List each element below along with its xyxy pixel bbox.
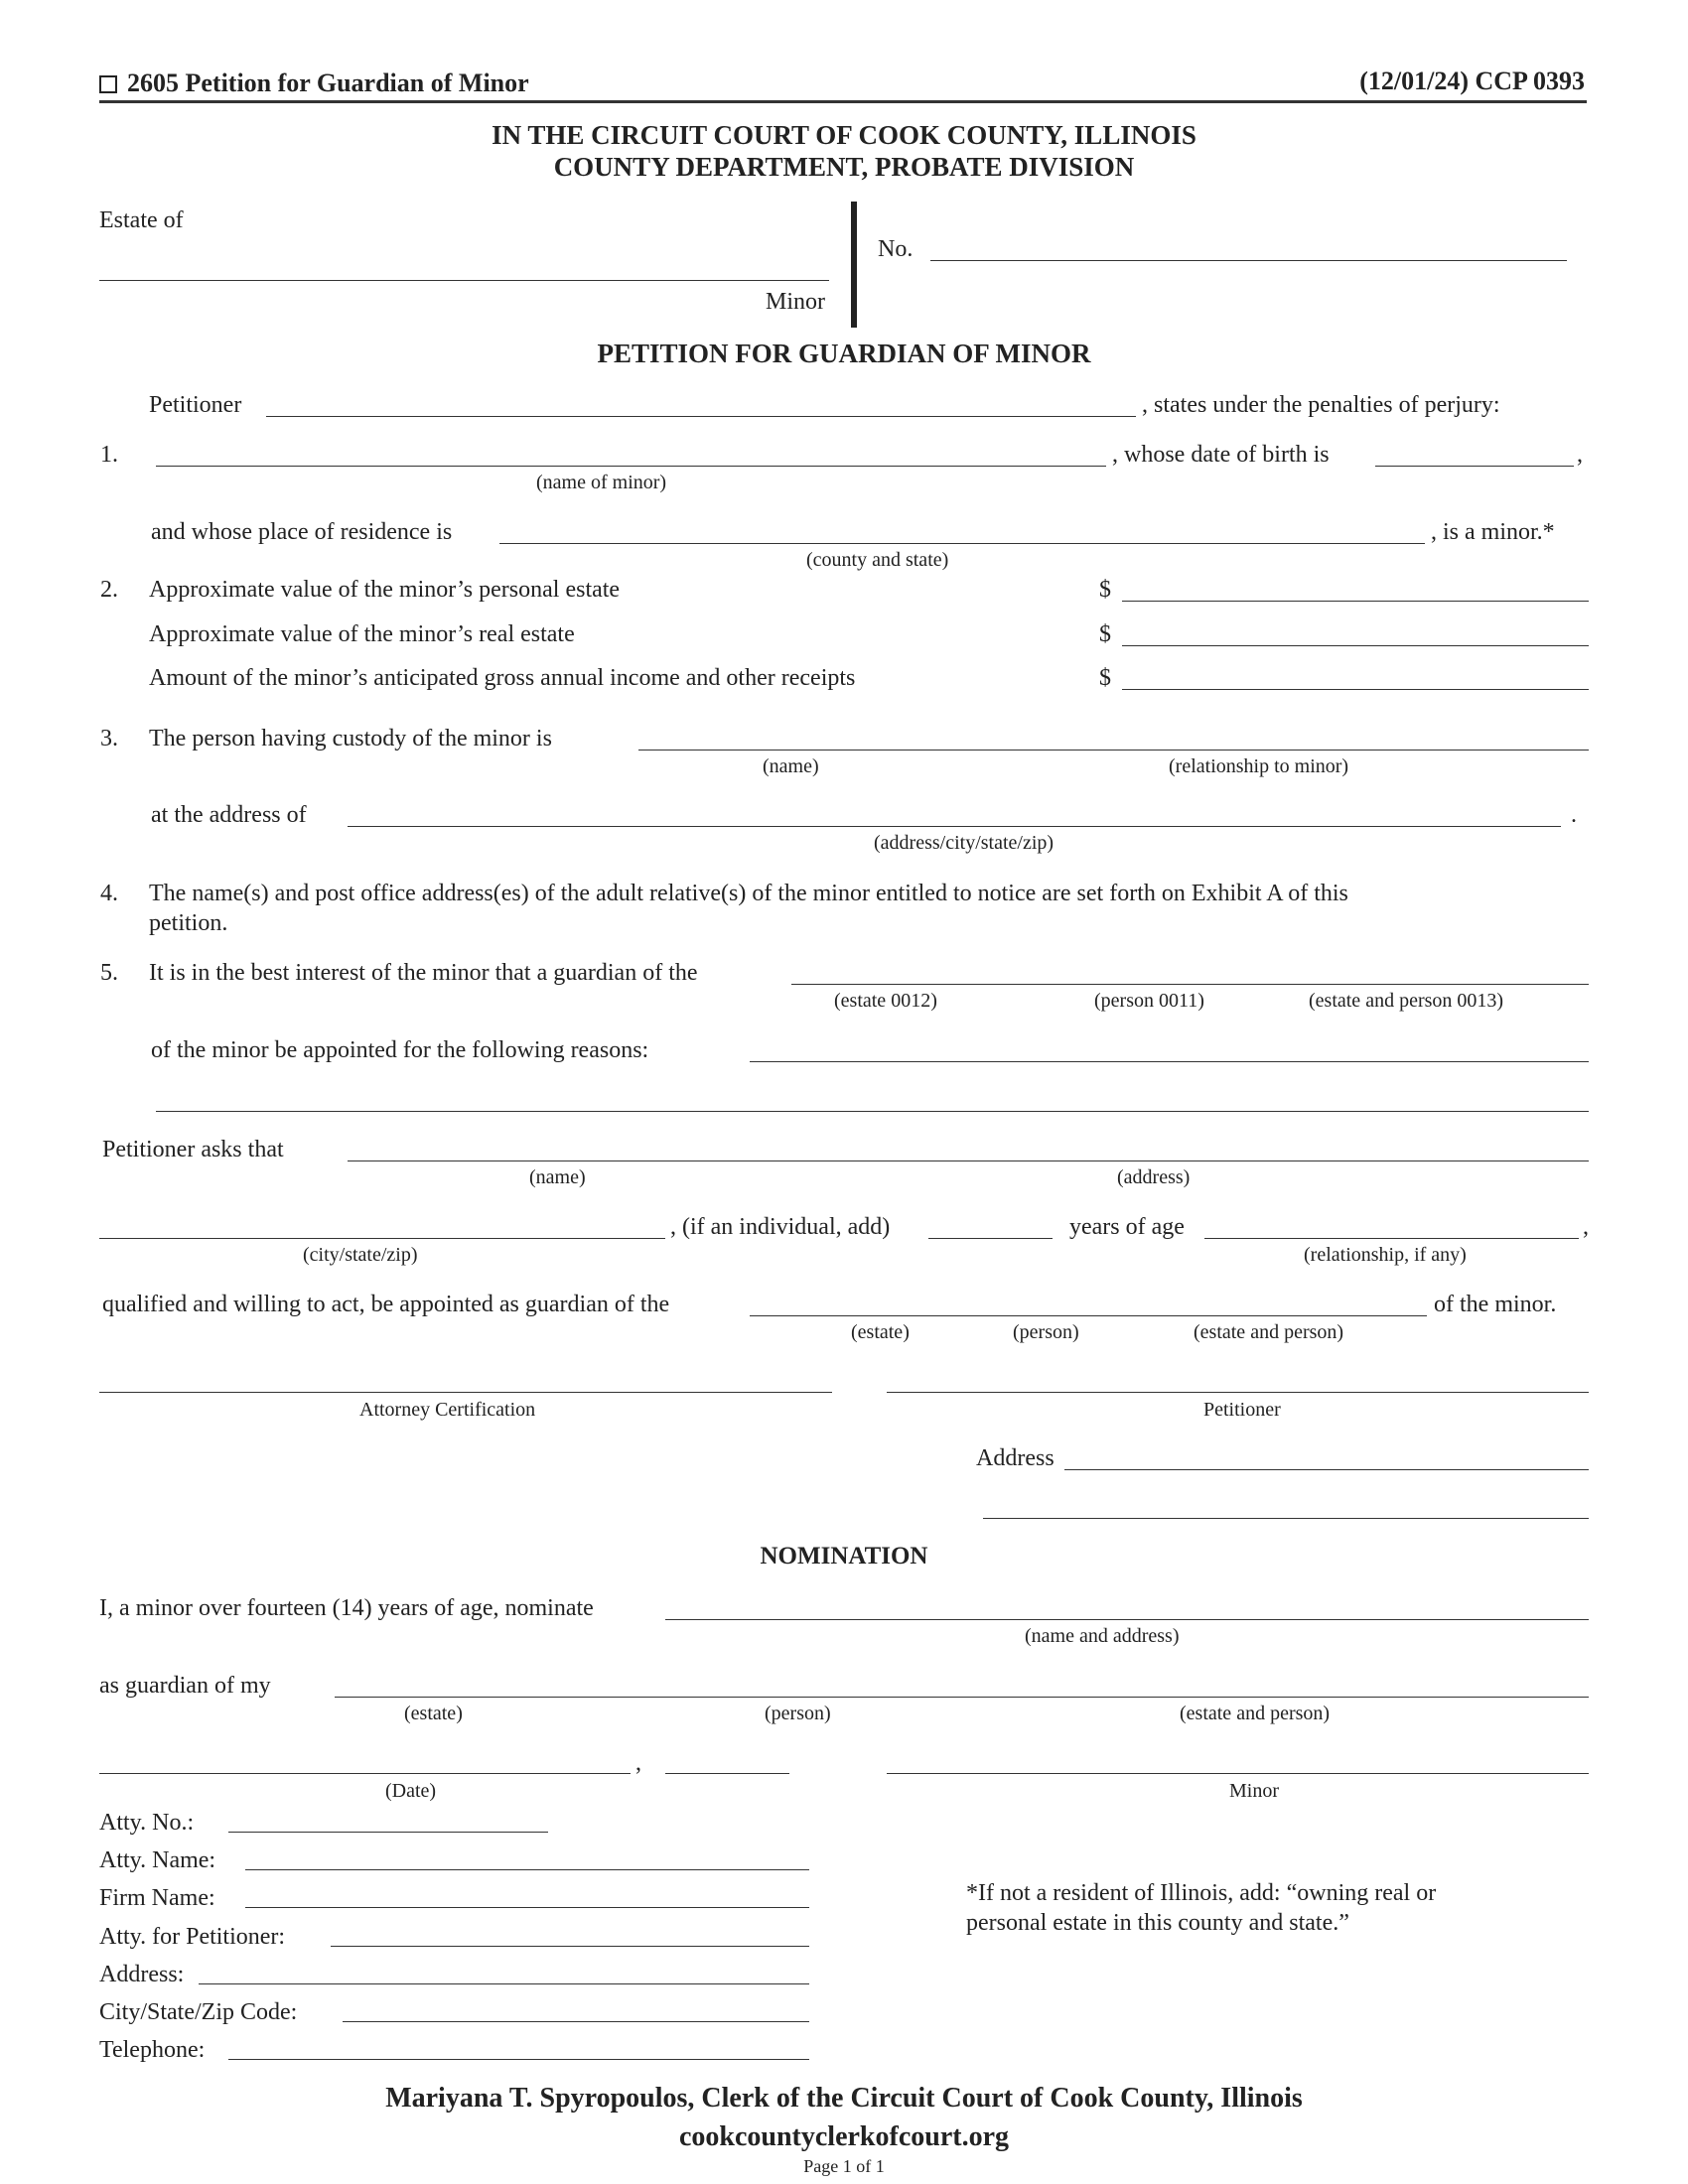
form-title [99,69,529,97]
option-person-0011: (person 0011) [1094,990,1204,1012]
reasons-label: of the minor be appointed for the following reasons: [151,1037,649,1063]
atty-no-label: Atty. No.: [99,1810,195,1836]
caption-divider [851,202,857,328]
nomination-option-estate: (estate) [404,1703,463,1724]
attorney-certification-caption: Attorney Certification [359,1399,536,1421]
nomination-option-person: (person) [765,1703,831,1724]
relationship-caption: (relationship, if any) [1304,1244,1467,1266]
years-of-age-label: years of age [1069,1214,1185,1240]
option-estate-person-0013: (estate and person 0013) [1309,990,1504,1012]
custodian-address-field[interactable] [348,826,1561,827]
atty-no-field[interactable] [228,1832,548,1833]
best-interest-label: It is in the best interest of the minor that a guardian of the [149,960,698,986]
appoint-option-estate-person: (estate and person) [1194,1321,1344,1343]
guardian-city-field[interactable] [99,1238,665,1239]
perjury-statement: , states under the penalties of perjury: [1142,392,1500,418]
is-minor-text: , is a minor.* [1431,519,1555,545]
nominee-caption: (name and address) [1025,1625,1180,1647]
form-title-text: 2605 Petition for Guardian of Minor [127,68,529,97]
annual-income-field[interactable] [1122,689,1589,690]
city-caption: (city/state/zip) [303,1244,418,1266]
guardian-address-caption: (address) [1117,1166,1191,1188]
clerk-name: Mariyana T. Spyropoulos, Clerk of the Circuit Court of Cook County, Illinois [385,2083,1303,2114]
estate-of-field[interactable] [99,280,829,281]
checkbox-icon[interactable] [99,75,117,93]
nomination-date-field[interactable] [99,1773,631,1774]
relatives-statement-line1: The name(s) and post office address(es) of the adult relative(s) of the minor entitled to notice are set forth on Exhibit A of this [149,881,1348,906]
real-estate-label: Approximate value of the minor’s real estate [149,621,575,647]
reasons-field-2[interactable] [156,1111,1589,1112]
firm-name-label: Firm Name: [99,1885,215,1911]
guardian-of-my-label: as guardian of my [99,1673,271,1699]
personal-estate-field[interactable] [1122,601,1589,602]
item-2-number: 2. [100,577,118,603]
guardian-name-caption: (name) [529,1166,586,1188]
relatives-statement-line2: petition. [149,910,228,936]
of-the-minor-text: of the minor. [1434,1292,1557,1317]
address-period: . [1571,802,1577,828]
petitioner-address-label: Address [976,1445,1055,1471]
atty-telephone-field[interactable] [228,2059,809,2060]
atty-for-petitioner-field[interactable] [331,1946,809,1947]
petitioner-signature-field[interactable] [887,1392,1589,1393]
appoint-option-estate: (estate) [851,1321,910,1343]
atty-telephone-label: Telephone: [99,2037,206,2063]
real-estate-field[interactable] [1122,645,1589,646]
atty-city-label: City/State/Zip Code: [99,1999,298,2025]
residence-field[interactable] [499,543,1425,544]
case-no-label: No. [878,236,914,262]
case-no-field[interactable] [930,260,1567,261]
atty-for-petitioner-label: Atty. for Petitioner: [99,1924,286,1950]
custodian-field[interactable] [638,750,1589,751]
atty-name-field[interactable] [245,1869,809,1870]
page-number: Page 1 of 1 [803,2156,885,2176]
form-code: (12/01/24) CCP 0393 [1359,67,1585,95]
nomination-type-field[interactable] [335,1697,1589,1698]
petitioner-address-field-2[interactable] [983,1518,1589,1519]
dollar-sign: $ [1099,665,1111,691]
footnote-line1: *If not a resident of Illinois, add: “owning real or [966,1880,1437,1906]
atty-address-field[interactable] [199,1983,809,1984]
proposed-guardian-field[interactable] [348,1160,1589,1161]
appoint-option-person: (person) [1013,1321,1079,1343]
atty-city-field[interactable] [343,2021,809,2022]
nominee-field[interactable] [665,1619,1589,1620]
option-estate-0012: (estate 0012) [834,990,937,1012]
nomination-title: NOMINATION [760,1543,928,1570]
guardian-type-field[interactable] [791,984,1589,985]
court-name: IN THE CIRCUIT COURT OF COOK COUNTY, ILLINOIS [492,120,1196,150]
guardian-relationship-field[interactable] [1204,1238,1579,1239]
dollar-sign: $ [1099,621,1111,647]
custodian-address-caption: (address/city/state/zip) [874,832,1055,854]
dollar-sign: $ [1099,577,1111,603]
date-comma: , [635,1750,641,1776]
minor-dob-field[interactable] [1375,466,1574,467]
estate-of-label: Estate of [99,207,184,233]
custodian-relationship-caption: (relationship to minor) [1169,755,1349,777]
item-3-number: 3. [100,726,118,751]
date-caption: (Date) [385,1780,437,1802]
petitioner-asks-label: Petitioner asks that [102,1137,284,1162]
petitioner-address-field-1[interactable] [1064,1469,1589,1470]
court-division: COUNTY DEPARTMENT, PROBATE DIVISION [553,152,1135,182]
minor-name-field[interactable] [156,466,1106,467]
personal-estate-label: Approximate value of the minor’s personal estate [149,577,621,603]
guardian-age-field[interactable] [928,1238,1053,1239]
if-individual-label: , (if an individual, add) [670,1214,891,1240]
item-5-number: 5. [100,960,118,986]
petitioner-name-field[interactable] [266,416,1136,417]
custodian-name-caption: (name) [763,755,819,777]
nomination-option-estate-person: (estate and person) [1180,1703,1331,1724]
dob-label: , whose date of birth is [1112,442,1330,468]
custody-label: The person having custody of the minor is [149,726,552,751]
residence-label: and whose place of residence is [151,519,453,545]
header-rule [99,100,1587,103]
custodian-address-label: at the address of [151,802,307,828]
footnote-line2: personal estate in this county and state.” [966,1910,1349,1936]
reasons-field-1[interactable] [750,1061,1589,1062]
minor-label: Minor [766,289,825,315]
atty-name-label: Atty. Name: [99,1847,216,1873]
qualified-label: qualified and willing to act, be appointed as guardian of the [102,1292,670,1317]
item-4-number: 4. [100,881,118,906]
minor-name-caption: (name of minor) [536,472,667,493]
appointment-type-field[interactable] [750,1315,1427,1316]
dob-comma: , [1577,442,1583,468]
minor-signature-field[interactable] [887,1773,1589,1774]
nominate-label: I, a minor over fourteen (14) years of age, nominate [99,1595,594,1621]
petition-title: PETITION FOR GUARDIAN OF MINOR [597,339,1091,368]
county-caption: (county and state) [806,549,949,571]
attorney-signature-field[interactable] [99,1392,832,1393]
petitioner-label: Petitioner [149,392,242,418]
nomination-year-field[interactable] [665,1773,789,1774]
clerk-website[interactable]: cookcountyclerkofcourt.org [678,2121,1010,2152]
petitioner-caption: Petitioner [1203,1399,1281,1421]
relationship-comma: , [1583,1214,1589,1240]
atty-address-label: Address: [99,1962,185,1987]
item-1-number: 1. [100,442,118,468]
firm-name-field[interactable] [245,1907,809,1908]
annual-income-label: Amount of the minor’s anticipated gross annual income and other receipts [149,665,856,691]
minor-signature-caption: Minor [1229,1780,1279,1802]
